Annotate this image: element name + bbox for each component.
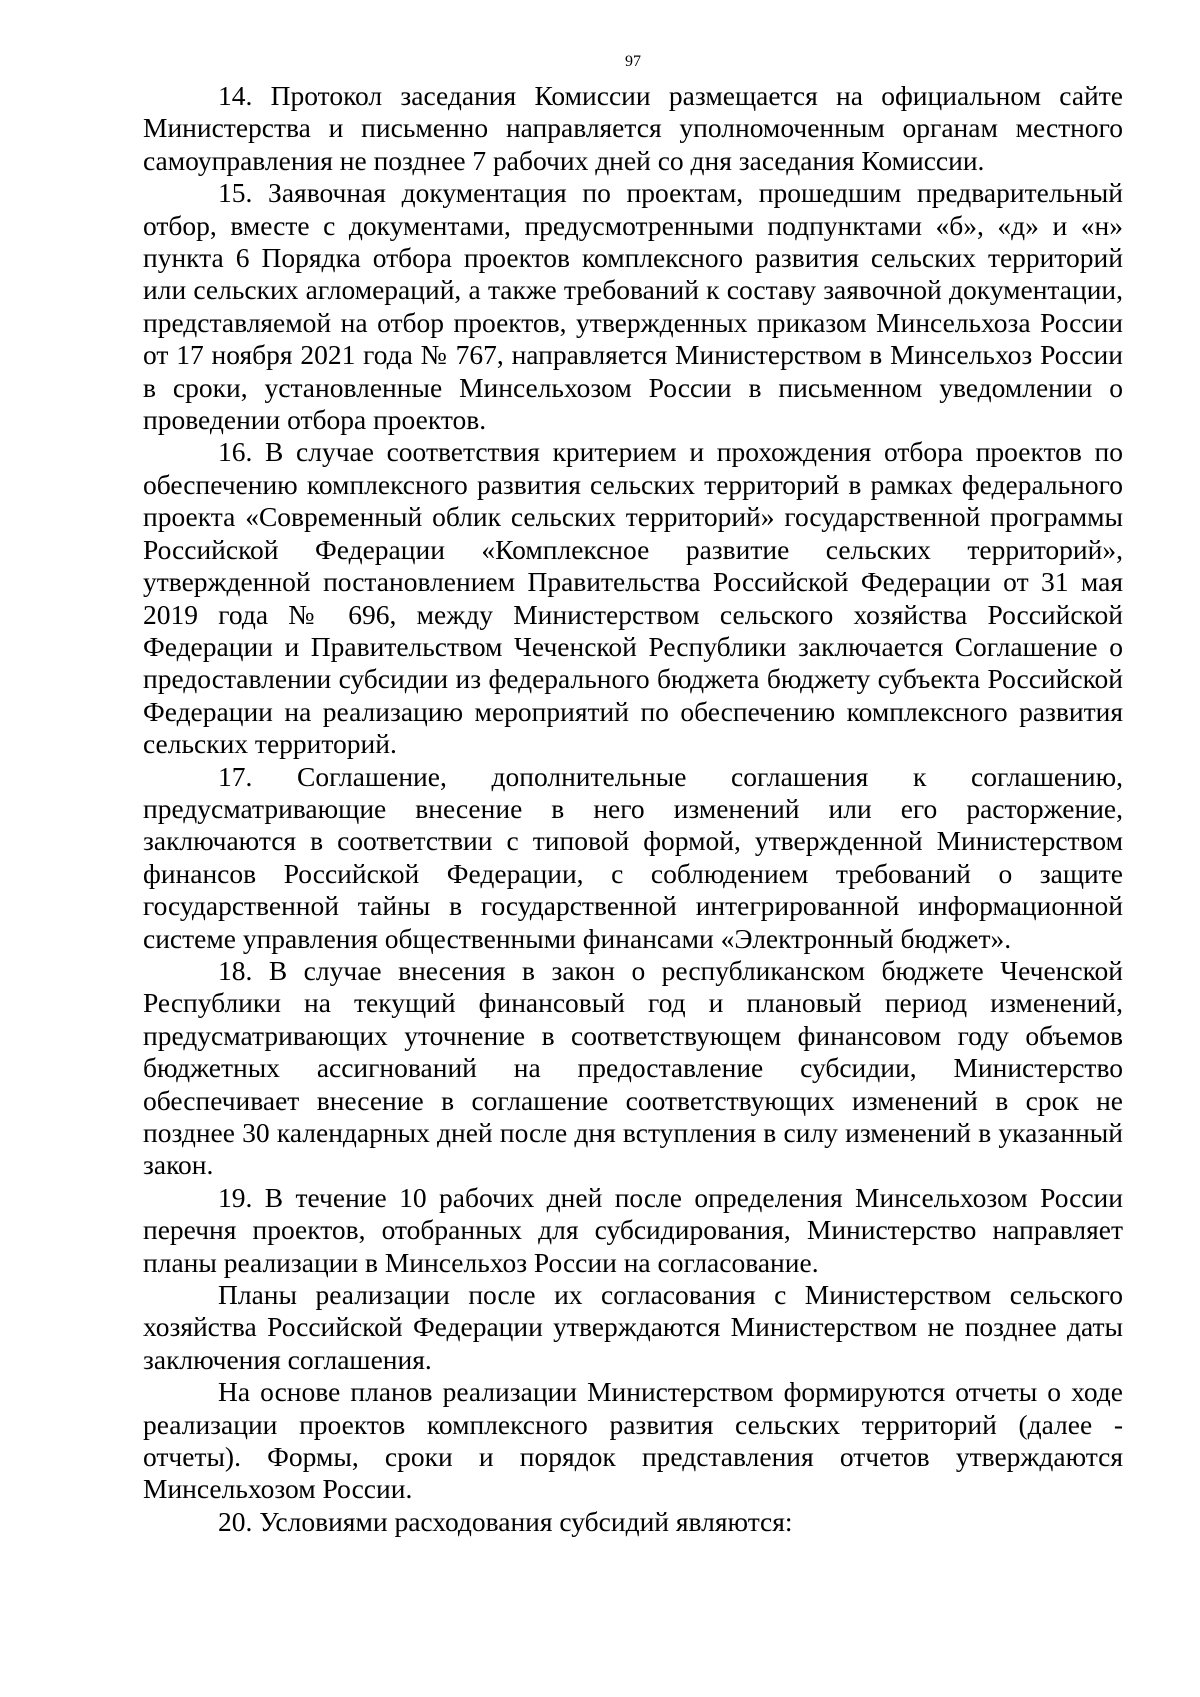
paragraph-14: 14. Протокол заседания Комиссии размещается на официальном сайте Министерства и письменно направляется уполномоченным органам местного самоуправления не позднее 7 рабочих дней со дня заседания Комиссии.	[143, 80, 1123, 176]
paragraph-17: 17. Соглашение, дополнительные соглашения к соглашению, предусматривающие внесение в него изменений или его расторжение, заключаются в соответствии с типовой формой, утвержденной Министерством финансов Российской Федерации, с соблюдением требований о защите государственной тайны в государственной интегрированной информационной системе управления общественными финансами «Электронный бюджет».	[143, 760, 1123, 954]
paragraph-20: 20. Условиями расходования субсидий являются:	[218, 1505, 793, 1537]
paragraph-plans-approval: Планы реализации после их согласования с Министерством сельского хозяйства Российской Федерации утверждаются Министерством не позднее даты заключения соглашения.	[143, 1279, 1123, 1375]
paragraph-reports: На основе планов реализации Министерством формируются отчеты о ходе реализации проектов комплексного развития сельских территорий (далее - отчеты). Формы, сроки и порядок представления отчетов утверждаются Минсельхозом России.	[143, 1376, 1123, 1505]
document-page	[143, 52, 1123, 1538]
paragraph-16: 16. В случае соответствия критерием и прохождения отбора проектов по обеспечению комплексного развития сельских территорий в рамках федерального проекта «Современный облик сельских территорий» государственной программы Российской Федерации «Комплексное развитие сельских территорий», утвержденной постановлением Правительства Российской Федерации от 31 мая 2019 года № 696, между Министерством сельского хозяйства Российской Федерации и Правительством Чеченской Республики заключается Соглашение о предоставлении субсидии из федерального бюджета бюджету субъекта Российской Федерации на реализацию мероприятий по обеспечению комплексного развития сельских территорий.	[143, 436, 1123, 760]
paragraph-19: 19. В течение 10 рабочих дней после определения Минсельхозом России перечня проектов, отобранных для субсидирования, Министерство направляет планы реализации в Минсельхоз России на согласование.	[143, 1181, 1123, 1278]
page-number: 97	[625, 53, 641, 70]
paragraph-15: 15. Заявочная документация по проектам, прошедшим предварительный отбор, вместе с документами, предусмотренными подпунктами «б», «д» и «н» пункта 6 Порядка отбора проектов комплексного развития сельских территорий или сельских агломераций, а также требований к составу заявочной документации, представляемой на отбор проектов, утвержденных приказом Минсельхоза России от 17 ноября 2021 года № 767, направляется Министерством в Минсельхоз России в сроки, установленные Минсельхозом России в письменном уведомлении о проведении отбора проектов.	[143, 177, 1123, 436]
paragraph-18: 18. В случае внесения в закон о республиканском бюджете Чеченской Республики на текущий финансовый год и плановый период изменений, предусматривающих уточнение в соответствующем финансовом году объемов бюджетных ассигнований на предоставление субсидии, Министерство обеспечивает внесение в соглашение соответствующих изменений в срок не позднее 30 календарных дней после дня вступления в силу изменений в указанный закон.	[143, 954, 1123, 1181]
